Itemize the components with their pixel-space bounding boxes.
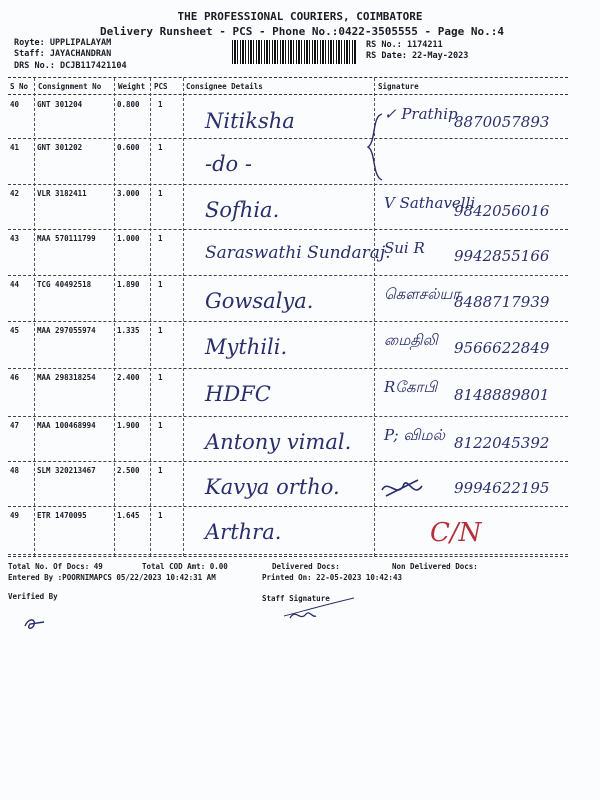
col-sno: S No <box>10 82 29 91</box>
row-pcs: 1 <box>158 280 163 289</box>
row-pcs: 1 <box>158 234 163 243</box>
row-consignee-name: Nitiksha <box>205 109 295 133</box>
row-recipient-phone: 9842056016 <box>454 202 550 220</box>
row-consignee-name: Mythili. <box>205 335 288 359</box>
header-rule-bottom <box>8 94 568 95</box>
row-pcs: 1 <box>158 143 163 152</box>
drs-number: DRS No.: DCJB117421104 <box>14 61 127 71</box>
row-recipient-signature: மைதிலி <box>384 331 438 349</box>
row-divider <box>8 368 568 369</box>
runsheet-title: Delivery Runsheet - PCS - Phone No.:0422-3505555 - Page No.:4 <box>100 25 504 38</box>
row-recipient-phone: 8148889801 <box>454 386 550 404</box>
row-divider <box>8 321 568 322</box>
row-consignee-name: Kavya ortho. <box>205 475 340 499</box>
row-recipient-signature: ✓ Prathip <box>384 105 458 123</box>
row-weight: 1.645 <box>117 511 140 520</box>
entered-by: Entered By :POORNIMAPCS 05/22/2023 10:42:31 AM <box>8 573 216 582</box>
row-recipient-phone: 8870057893 <box>454 113 550 131</box>
row-pcs: 1 <box>158 326 163 335</box>
row-sno: 43 <box>10 234 20 243</box>
header-rule-top <box>8 77 568 78</box>
row-sno: 40 <box>10 100 20 109</box>
row-pcs: 1 <box>158 421 163 430</box>
total-cod: Total COD Amt: 0.00 <box>142 562 228 571</box>
shared-signature-brace <box>366 112 386 182</box>
row-cn-mark: C/N <box>430 518 482 548</box>
col-weight: Weight <box>118 82 146 91</box>
row-consignee-name: Sofhia. <box>205 198 280 222</box>
row-pcs: 1 <box>158 189 163 198</box>
row-weight: 3.000 <box>117 189 140 198</box>
row-divider <box>8 138 568 139</box>
table-row <box>8 140 568 186</box>
row-consignee-name: Saraswathi Sundaraj. <box>205 243 391 263</box>
row-consignment-no: GNT 301202 <box>37 143 83 152</box>
row-divider <box>8 229 568 230</box>
row-pcs: 1 <box>158 100 163 109</box>
row-weight: 1.890 <box>117 280 140 289</box>
row-recipient-signature: கௌசல்யா <box>384 285 461 303</box>
row-consignment-no: MAA 298318254 <box>37 373 96 382</box>
col-consignment: Consignment No <box>38 82 102 91</box>
row-consignment-no: SLM 320213467 <box>37 466 96 475</box>
staff-label: Staff: JAYACHANDRAN <box>14 49 112 59</box>
row-recipient-phone: 8488717939 <box>454 293 550 311</box>
signature-scribble <box>378 474 428 504</box>
row-pcs: 1 <box>158 511 163 520</box>
verified-by-label: Verified By <box>8 592 58 601</box>
staff-signature-scribble <box>280 596 360 626</box>
row-divider <box>8 184 568 185</box>
row-divider <box>8 461 568 462</box>
row-pcs: 1 <box>158 373 163 382</box>
row-weight: 1.900 <box>117 421 140 430</box>
row-pcs: 1 <box>158 466 163 475</box>
row-sno: 45 <box>10 326 20 335</box>
row-recipient-signature: V Sathavelli <box>384 194 476 212</box>
row-recipient-phone: 9994622195 <box>454 479 550 497</box>
staff-signature-label: Staff Signature <box>262 594 330 603</box>
row-consignment-no: MAA 100468994 <box>37 421 96 430</box>
row-consignment-no: VLR 3182411 <box>37 189 87 198</box>
rs-number: RS No.: 1174211 <box>366 40 443 50</box>
row-consignee-name: Gowsalya. <box>205 289 314 313</box>
row-consignment-no: TCG 40492518 <box>37 280 92 289</box>
row-sno: 46 <box>10 373 20 382</box>
delivered-docs: Delivered Docs: <box>272 562 340 571</box>
col-pcs: PCS <box>154 82 168 91</box>
row-consignment-no: ETR 1470095 <box>37 511 87 520</box>
total-docs: Total No. Of Docs: 49 <box>8 562 103 571</box>
row-sno: 49 <box>10 511 20 520</box>
row-divider <box>8 416 568 417</box>
row-recipient-phone: 8122045392 <box>454 434 550 452</box>
row-recipient-signature: P; விமல் <box>384 426 445 444</box>
row-sno: 48 <box>10 466 20 475</box>
col-signature: Signature <box>378 82 419 91</box>
row-divider <box>8 554 568 555</box>
footer-rule <box>8 556 568 557</box>
row-divider <box>8 275 568 276</box>
verifier-signature <box>22 612 52 634</box>
row-recipient-phone: 9942855166 <box>454 247 550 265</box>
non-delivered-docs: Non Delivered Docs: <box>392 562 478 571</box>
row-weight: 2.400 <box>117 373 140 382</box>
row-divider <box>8 506 568 507</box>
row-weight: 0.800 <box>117 100 140 109</box>
row-recipient-signature: Rகோபி <box>384 378 438 396</box>
col-consignee: Consignee Details <box>186 82 263 91</box>
row-consignment-no: MAA 570111799 <box>37 234 96 243</box>
route-label: Royte: UPPLIPALAYAM <box>14 38 112 48</box>
printed-on: Printed On: 22-05-2023 10:42:43 <box>262 573 402 582</box>
rs-date: RS Date: 22-May-2023 <box>366 51 469 61</box>
row-weight: 1.335 <box>117 326 140 335</box>
row-sno: 44 <box>10 280 20 289</box>
row-recipient-phone: 9566622849 <box>454 339 550 357</box>
row-consignee-name: Arthra. <box>205 520 282 544</box>
row-recipient-signature: Sui R <box>384 239 425 257</box>
row-weight: 0.600 <box>117 143 140 152</box>
row-sno: 47 <box>10 421 20 430</box>
table-row <box>8 508 568 556</box>
row-consignment-no: GNT 301204 <box>37 100 83 109</box>
barcode <box>232 40 356 64</box>
row-consignee-name: Antony vimal. <box>205 430 352 454</box>
row-weight: 1.000 <box>117 234 140 243</box>
row-consignee-name: HDFC <box>205 382 271 406</box>
row-consignee-name: -do - <box>205 152 252 176</box>
row-sno: 41 <box>10 143 20 152</box>
company-title: THE PROFESSIONAL COURIERS, COIMBATORE <box>177 10 423 23</box>
row-sno: 42 <box>10 189 20 198</box>
row-weight: 2.500 <box>117 466 140 475</box>
row-consignment-no: MAA 297055974 <box>37 326 96 335</box>
